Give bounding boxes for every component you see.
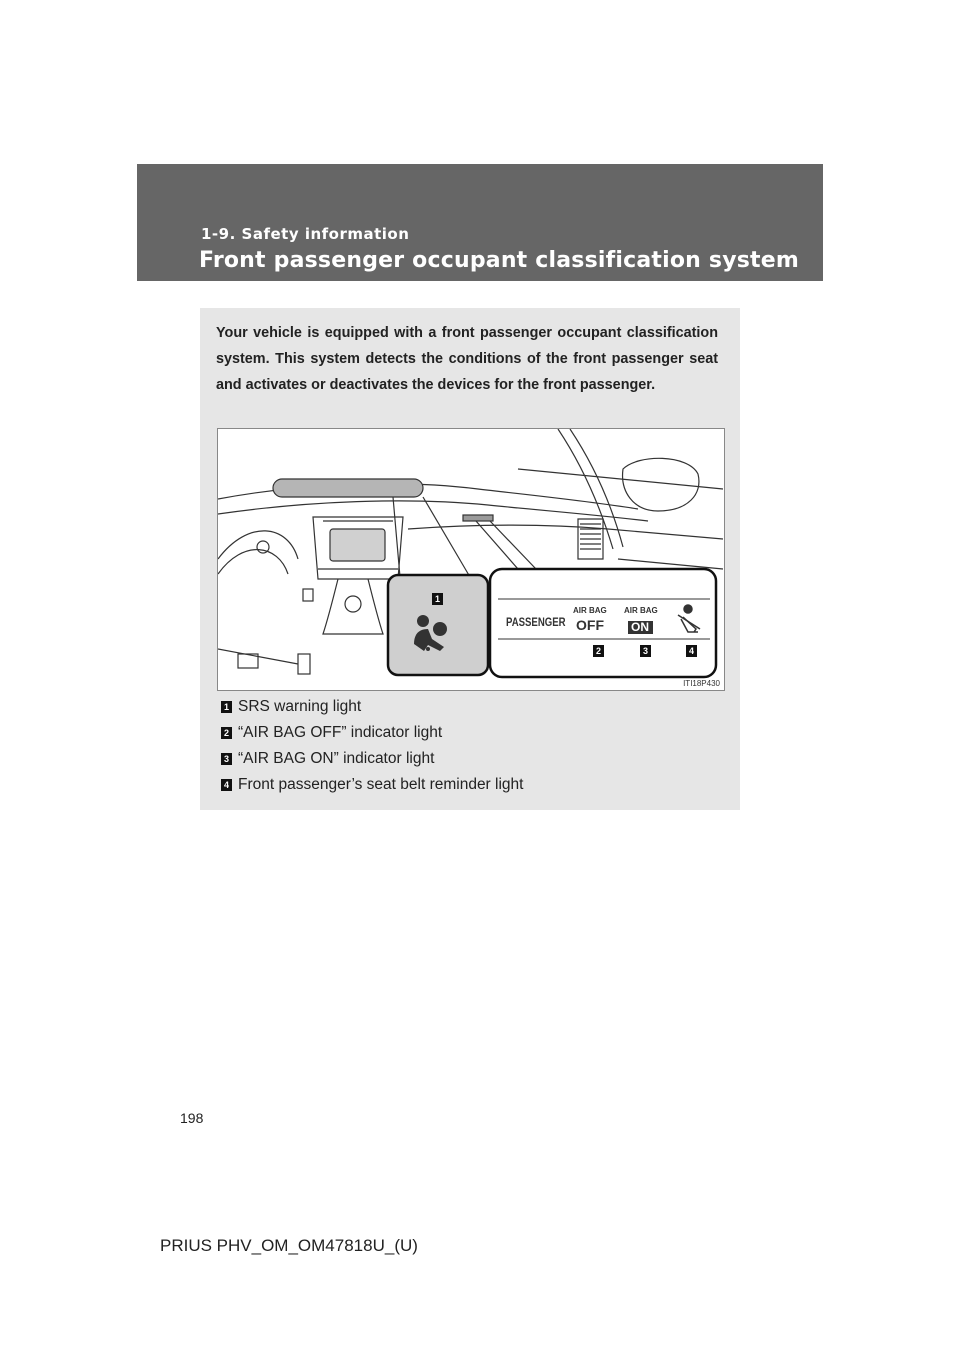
legend-text: Front passenger’s seat belt reminder light [238,776,524,793]
dashboard-illustration [217,428,725,691]
legend-text: “AIR BAG ON” indicator light [238,750,435,767]
page-title: Front passenger occupant classification system [199,248,799,273]
airbag-on-label-top: AIR BAG [624,606,658,615]
callout-3-label: 3 [642,646,648,656]
callout-2-label: 2 [595,646,601,656]
legend-text: “AIR BAG OFF” indicator light [238,724,443,741]
figure-id: ITI18P430 [683,679,720,688]
section-label: 1-9. Safety information [201,225,410,243]
page-number: 198 [180,1110,204,1126]
airbag-off-label-bottom: OFF [576,617,604,633]
legend-number-badge: 1 [221,701,232,713]
legend-item [221,746,523,772]
footer-document-code: PRIUS PHV_OM_OM47818U_(U) [160,1236,418,1255]
passenger-indicator-label: PASSENGER [506,615,566,629]
legend-number-badge: 4 [221,779,232,791]
callout-1-label: 1 [434,594,440,604]
legend [221,694,523,798]
info-panel [200,308,740,810]
callout-4-label: 4 [688,646,694,656]
airbag-off-label-top: AIR BAG [573,606,607,615]
legend-number-badge: 3 [221,753,232,765]
legend-item [221,772,523,798]
airbag-on-label-bottom: ON [631,620,649,634]
legend-item [221,720,523,746]
legend-text: SRS warning light [238,698,362,715]
legend-item [221,694,523,720]
legend-number-badge: 2 [221,727,232,739]
intro-paragraph: Your vehicle is equipped with a front passenger occupant classification system. This system detects the conditions of the front passenger seat and activates or deactivates the devices for the front passenger. [216,325,718,393]
